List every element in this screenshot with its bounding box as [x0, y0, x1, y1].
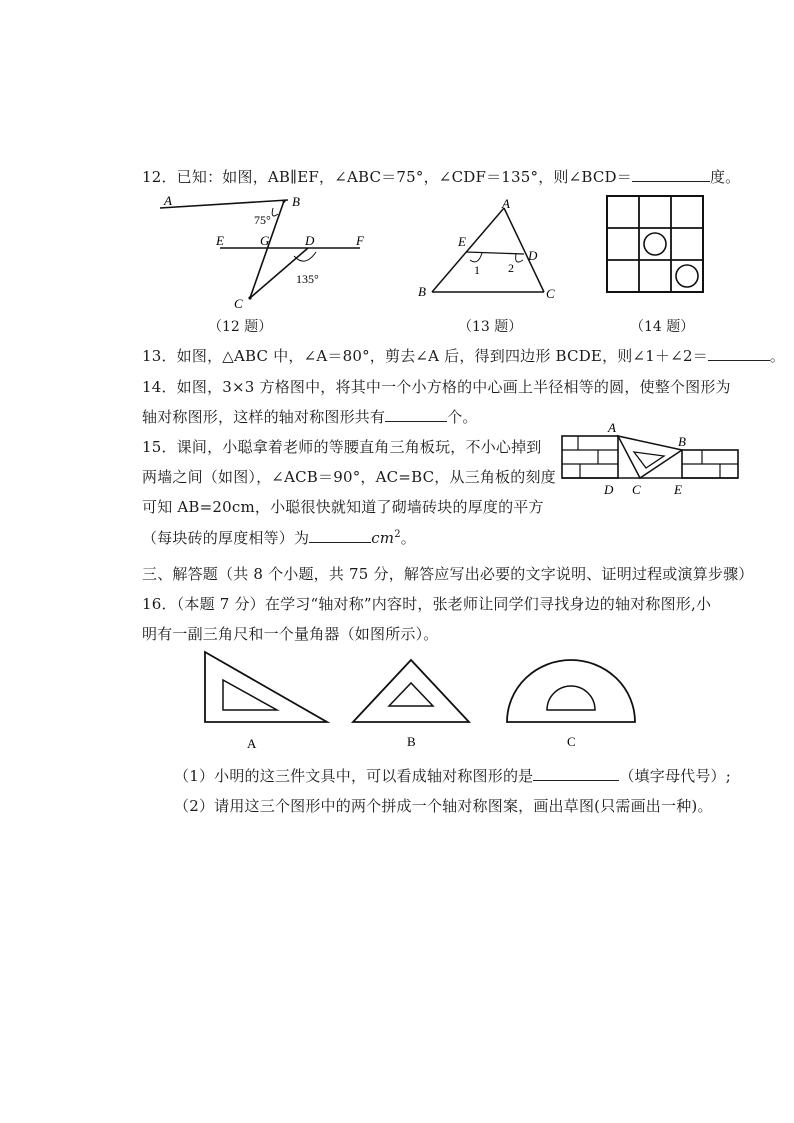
protractor-c: [507, 660, 635, 722]
fig12-label-C: C: [234, 296, 243, 311]
figure-12: [150, 190, 380, 315]
fig15-label-C: C: [632, 482, 641, 497]
q13-line: [142, 345, 785, 366]
fig12-label-E: E: [216, 233, 224, 248]
q16-part2: （2）请用这三个图形中的两个拼成一个轴对称图案，画出草图(只需画出一种)。: [174, 797, 713, 815]
fig16-label-A: A: [247, 736, 257, 751]
fig12-angle-75: 75°: [254, 213, 271, 227]
q15-line3: 可知 AB=20cm，小聪很快就知道了砌墙砖块的厚度的平方: [142, 498, 544, 516]
q14-line2: [142, 406, 478, 427]
q14-line2b: 个。: [447, 408, 478, 426]
fig15-label-E: E: [674, 482, 682, 497]
q13-end: 。: [769, 347, 786, 365]
fig12-label-B: B: [292, 194, 300, 209]
q15-line2: 两墙之间（如图），∠ACB＝90°，AC=BC，从三角板的刻度: [142, 468, 556, 486]
set-square-b: [353, 660, 469, 722]
q15-answer-blank[interactable]: [309, 528, 371, 543]
q16-answer-blank[interactable]: [533, 766, 619, 781]
q16-part1: [174, 765, 731, 786]
figure-13: [410, 196, 570, 306]
q16-line1: 16．（本题 7 分）在学习“轴对称”内容时，张老师让同学们寻找身边的轴对称图形,小: [142, 595, 712, 613]
q13-answer-blank[interactable]: [708, 346, 770, 361]
q15-line4a: （每块砖的厚度相等）为: [142, 529, 310, 547]
fig12-label-G: G: [260, 233, 270, 248]
q12-answer-blank[interactable]: [632, 167, 710, 182]
fig12-label-D: D: [305, 233, 315, 248]
q15-line4: [142, 527, 416, 548]
fig13-angle-1: 1: [474, 263, 480, 277]
q15-line1: 15．课间，小聪拿着老师的等腰直角三角板玩，不小心掉到: [142, 438, 542, 456]
q12-text: 12．已知：如图，AB∥EF，∠ABC＝75°，∠CDF＝135°，则∠BCD＝: [142, 168, 632, 186]
section3-title: 三、解答题（共 8 个小题，共 75 分，解答应写出必要的文字说明、证明过程或演算步骤）: [142, 565, 754, 583]
fig13-label-C: C: [546, 286, 555, 301]
q15-unit: cm: [371, 529, 395, 547]
fig13-angle-2: 2: [508, 261, 514, 275]
fig14-circle-corner: [676, 265, 698, 287]
fig12-label-F: F: [356, 233, 364, 248]
fig14-circle-center: [644, 233, 666, 255]
fig16-label-C: C: [567, 734, 576, 749]
q15-end: 。: [400, 529, 416, 547]
fig15-label-D: D: [604, 482, 614, 497]
q14-caption: （14 题）: [630, 319, 695, 335]
q16-line2: 明有一副三角尺和一个量角器（如图所示）。: [142, 625, 439, 643]
fig12-angle-135: 135°: [296, 272, 319, 286]
fig12-label-A: A: [164, 193, 172, 208]
q12-unit: 度。: [709, 168, 741, 186]
q16-part1a: （1）小明的这三件文具中，可以看成轴对称图形的是: [174, 767, 534, 785]
fig13-label-D: D: [528, 248, 538, 263]
fig13-label-A: A: [502, 196, 510, 211]
figure-15: [560, 422, 740, 500]
q13-text: 13．如图，△ABC 中，∠A＝80°，剪去∠A 后，得到四边形 BCDE，则∠1＋∠2＝: [142, 347, 708, 365]
figure-16: [195, 648, 645, 753]
q13-caption: （13 题）: [458, 319, 523, 335]
fig13-label-B: B: [418, 284, 426, 299]
q14-line1: 14．如图，3×3 方格图中，将其中一个小方格的中心画上半径相等的圆，使整个图形为: [142, 378, 731, 396]
q16-part1b: （填字母代号）;: [619, 767, 732, 785]
fig16-label-B: B: [407, 734, 416, 749]
q15-unit-sup: 2: [394, 529, 401, 540]
q12-line: [142, 166, 740, 187]
q14-answer-blank[interactable]: [385, 407, 447, 422]
fig13-label-E: E: [458, 234, 466, 249]
fig15-label-B: B: [678, 434, 686, 449]
figure-14: [606, 195, 706, 295]
q12-caption: （12 题）: [208, 319, 273, 335]
fig15-label-A: A: [608, 422, 616, 435]
q14-line2a: 轴对称图形，这样的轴对称图形共有: [142, 408, 386, 426]
